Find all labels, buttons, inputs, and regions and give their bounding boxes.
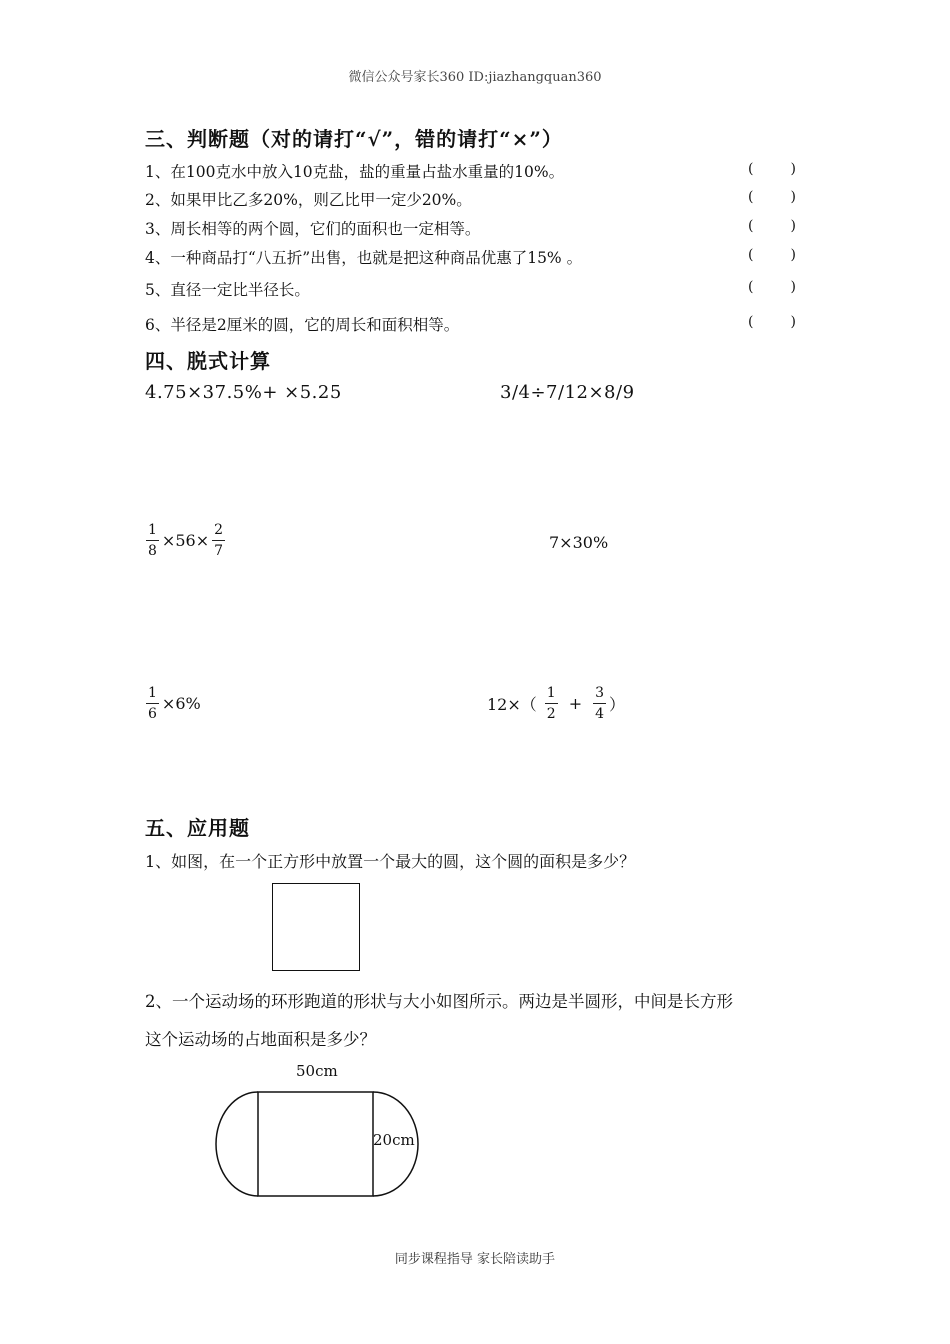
section-5-title: 五、应用题 [145,816,250,840]
section-3-title: 三、判断题（对的请打“√”，错的请打“×”） [145,127,563,151]
answer-bracket-4[interactable]: ( ) [748,247,796,263]
calc-expression-4: 7×30% [549,533,609,552]
page-footer: 同步课程指导 家长陪读助手 [394,1252,556,1267]
fraction-1-6: $\frac{1}{6}$ [148,685,157,722]
judgement-item-6: 6、半径是2厘米的圆，它的周长和面积相等。 [145,316,460,334]
length-label: 50cm [296,1062,338,1080]
section-4-title: 四、脱式计算 [145,349,271,373]
judgement-item-3: 3、周长相等的两个圆，它们的面积也一定相等。 [145,220,481,238]
judgement-item-5: 5、直径一定比半径长。 [145,281,310,299]
answer-bracket-5[interactable]: ( ) [748,279,796,295]
judgement-item-4: 4、一种商品打“八五折”出售，也就是把这种商品优惠了15% 。 [145,249,583,267]
left-semicircle [216,1092,258,1196]
track-rectangle [258,1092,373,1196]
answer-bracket-6[interactable]: ( ) [748,314,796,330]
answer-bracket-3[interactable]: ( ) [748,218,796,234]
word-problem-2-line-1: 2、一个运动场的环形跑道的形状与大小如图所示。两边是半圆形，中间是长方形 [145,992,733,1011]
word-problem-2-line-2: 这个运动场的占地面积是多少？ [145,1030,376,1049]
fraction-1-2: $\frac{1}{2}$ [546,685,556,722]
calc-expression-3: $\frac{1}{8}$ ×56× $\frac{2}{7}$ [148,522,224,559]
calc-expression-6: 12×（ $\frac{1}{2}$ + $\frac{3}{4}$ ） [487,685,626,722]
page-header: 微信公众号家长360 ID:jiazhangquan360 [348,70,602,85]
answer-bracket-2[interactable]: ( ) [748,189,796,205]
judgement-item-2: 2、如果甲比乙多20%，则乙比甲一定少20%。 [145,191,472,209]
width-label: 20cm [373,1131,415,1149]
fraction-1-8: $\frac{1}{8}$ [148,522,157,559]
calc-expression-2: 3/4÷7/12×8/9 [500,382,635,403]
answer-bracket-1[interactable]: ( ) [748,161,796,177]
calc-expression-5: $\frac{1}{6}$ ×6% [148,685,201,722]
fraction-2-7: $\frac{2}{7}$ [214,522,224,559]
calc-expression-1: 4.75×37.5%+ ×5.25 [145,382,342,403]
fraction-3-4: $\frac{3}{4}$ [595,685,605,722]
judgement-item-1: 1、在100克水中放入10克盐，盐的重量占盐水重量的10%。 [145,163,565,181]
square-figure [272,883,360,971]
word-problem-1: 1、如图，在一个正方形中放置一个最大的圆，这个圆的面积是多少？ [145,852,636,871]
